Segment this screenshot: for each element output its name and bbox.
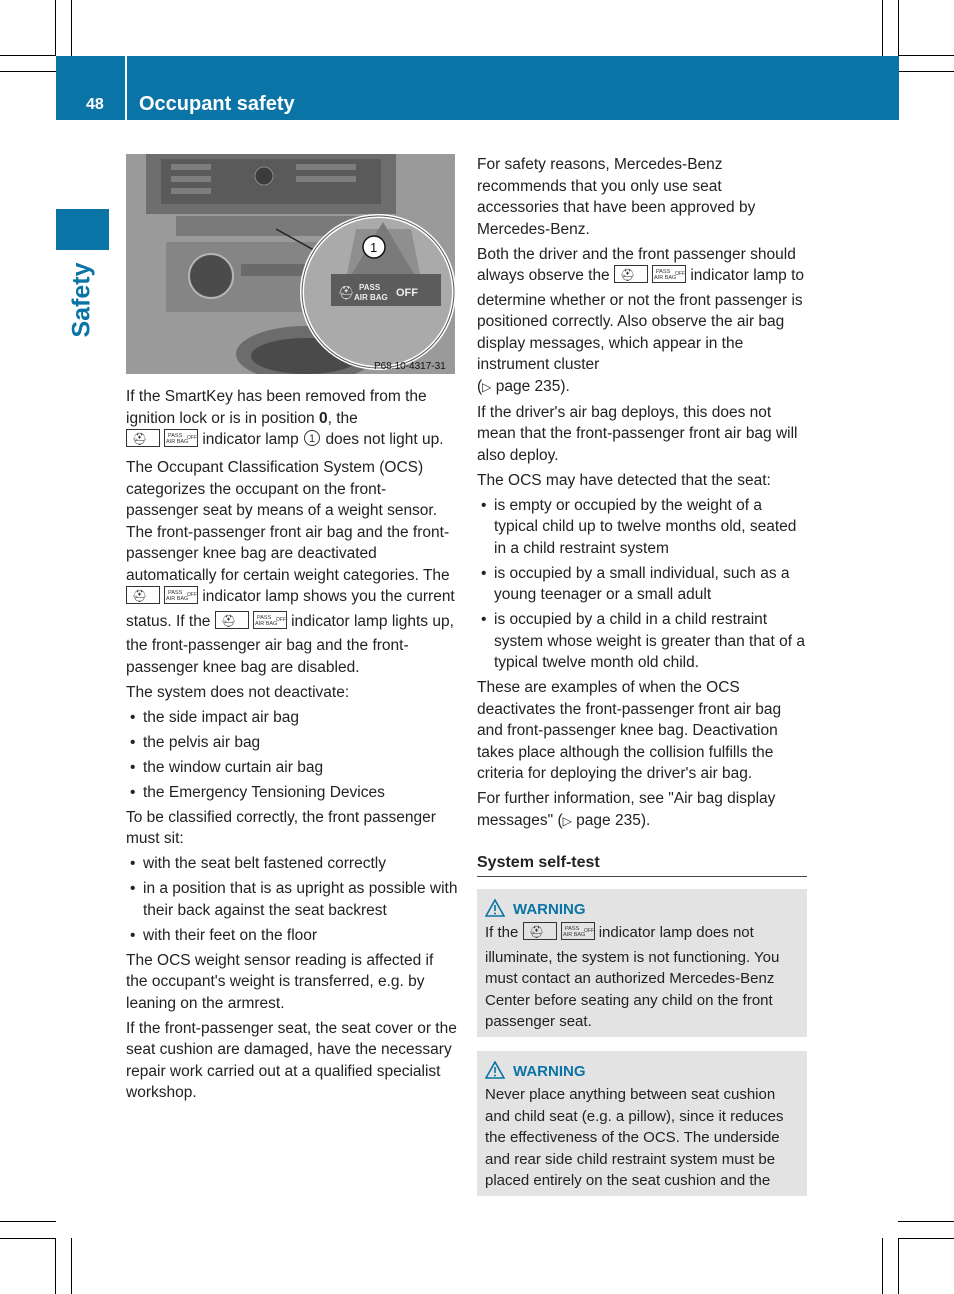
svg-text:OFF: OFF bbox=[187, 592, 197, 598]
passenger-airbag-off-icon bbox=[126, 429, 198, 454]
figure-off-text: OFF bbox=[396, 287, 418, 299]
svg-text:⛑: ⛑ bbox=[132, 432, 148, 446]
warning-title: WARNING bbox=[513, 1062, 586, 1080]
right-column bbox=[477, 154, 807, 1210]
side-chapter-label: Safety bbox=[67, 262, 96, 338]
text-span: If the SmartKey has been removed from the ignition lock or is in position bbox=[126, 388, 427, 427]
text-span: indicator lamp shows you the current status. If the bbox=[126, 588, 455, 630]
list-item: • the window curtain air bag bbox=[126, 757, 458, 779]
paragraph-classified: To be classified correctly, the front passenger must sit: bbox=[126, 808, 436, 847]
passenger-airbag-off-icon bbox=[126, 586, 198, 611]
side-tab-marker bbox=[56, 209, 109, 250]
dashboard-photo bbox=[126, 154, 455, 374]
list-item: • the side impact air bag bbox=[126, 707, 458, 729]
svg-text:OFF: OFF bbox=[275, 616, 286, 623]
svg-text:AIR BAG: AIR BAG bbox=[166, 596, 189, 602]
crop-mark bbox=[55, 0, 56, 56]
text-span: Both the driver and the front passenger should always observe the bbox=[477, 245, 796, 284]
list-item: • with the seat belt fastened correctly bbox=[126, 853, 458, 875]
passenger-airbag-off-icon bbox=[614, 265, 686, 290]
text-span: does not light up. bbox=[325, 431, 444, 448]
svg-text:AIR BAG: AIR BAG bbox=[166, 439, 189, 445]
warning-text: Never place anything between seat cushion and child seat (e.g. a pillow), since it reduces the effectiveness of the OCS. The underside and rear side child restraint system must be placed entirely on the seat cushion and the bbox=[485, 1086, 784, 1189]
figure-airbag-text: AIR BAG bbox=[354, 293, 388, 302]
svg-text:OFF: OFF bbox=[583, 928, 594, 934]
crop-mark bbox=[898, 1238, 954, 1239]
text-span: indicator lamp to determine whether or not the front passenger is positioned correctly. Also observe the air bag display messages, which appear in the instrument cluster bbox=[477, 267, 805, 373]
left-column bbox=[126, 154, 458, 1107]
passenger-airbag-off-icon bbox=[523, 922, 595, 947]
page-header bbox=[56, 56, 899, 120]
callout-1-icon bbox=[303, 429, 321, 454]
subheading-system-self-test: System self-test bbox=[477, 852, 807, 877]
crop-mark bbox=[898, 55, 954, 56]
svg-text:⛑: ⛑ bbox=[620, 268, 636, 282]
paragraph-accessories: For safety reasons, Mercedes-Benz recommends that you only use seat accessories that have been approved by Mercedes-Benz. bbox=[477, 156, 756, 238]
paragraph-ocs bbox=[126, 457, 458, 678]
paragraph-driver-airbag: If the driver's air bag deploys, this does not mean that the front-passenger front air bag will also deploy. bbox=[477, 403, 798, 464]
crop-mark bbox=[0, 1221, 56, 1222]
paragraph-weight-sensor: The OCS weight sensor reading is affected if the occupant's weight is transferred, e.g. by leaning on the armrest. bbox=[126, 951, 434, 1012]
paragraph-observe-lamp: Both the driver and the front passenger should always observe the ⛑ PASS AIR BAG OFF indicator lamp to determine whether or not the front passenger is positioned correctly. Also observe the air bag display messages, which appear in the instrument cluster (▷ page 235). bbox=[477, 245, 805, 395]
svg-text:⛑: ⛑ bbox=[220, 613, 236, 628]
crop-mark bbox=[882, 0, 883, 56]
list-item: • with their feet on the floor bbox=[126, 925, 458, 947]
svg-text:PASS: PASS bbox=[168, 433, 183, 439]
list-item: • in a position that is as upright as possible with their back against the seat backrest bbox=[126, 878, 458, 921]
svg-text:AIR BAG: AIR BAG bbox=[254, 620, 278, 627]
svg-text:⛑: ⛑ bbox=[528, 925, 544, 939]
text-span: If the bbox=[485, 924, 519, 941]
figure-code: P68.10-4317-31 bbox=[374, 361, 446, 372]
dashboard-illustration bbox=[126, 154, 455, 374]
warning-box bbox=[477, 1051, 807, 1196]
crop-mark bbox=[0, 71, 56, 72]
figure-callout-number: 1 bbox=[370, 240, 378, 255]
crop-mark bbox=[882, 1238, 883, 1294]
paragraph-smartkey bbox=[126, 386, 458, 454]
page-number: 48 bbox=[86, 96, 104, 113]
warning-title: WARNING bbox=[513, 900, 586, 918]
crop-mark bbox=[898, 1221, 954, 1222]
paragraph-not-deactivate: The system does not deactivate: bbox=[126, 683, 350, 701]
list-item: • the pelvis air bag bbox=[126, 732, 458, 754]
warning-heading bbox=[485, 1061, 799, 1083]
passenger-airbag-off-icon bbox=[215, 611, 287, 636]
text-span: , the bbox=[327, 409, 358, 427]
svg-text:1: 1 bbox=[309, 433, 316, 445]
not-deactivated-list bbox=[126, 707, 458, 804]
svg-text:⛑: ⛑ bbox=[338, 286, 355, 301]
text-span: The Occupant Classification System (OCS) categorizes the occupant on the front-passenger seat by means of a weight sensor. The front-passenger front air bag and the front-passenger knee bag are deactivated automatically for certain weight categories. The bbox=[126, 459, 450, 584]
header-divider bbox=[125, 56, 127, 120]
crop-mark bbox=[898, 71, 954, 72]
paragraph-further-info bbox=[477, 788, 807, 832]
warning-triangle-icon bbox=[485, 899, 505, 917]
list-item: • the Emergency Tensioning Devices bbox=[126, 782, 458, 804]
crop-mark bbox=[71, 1238, 72, 1294]
svg-text:AIR BAG: AIR BAG bbox=[654, 275, 677, 281]
svg-text:OFF: OFF bbox=[675, 271, 685, 277]
paragraph-ocs-detected: The OCS may have detected that the seat: bbox=[477, 471, 771, 489]
list-item: • is occupied by a child in a child restraint system whose weight is greater than that of a typical twelve month old child. bbox=[477, 609, 807, 674]
text-span: indicator lamp does not illuminate, the system is not functioning. You must contact an authorized Mercedes-Benz Center before seating any child on the front passenger seat. bbox=[485, 924, 780, 1030]
svg-text:OFF: OFF bbox=[187, 435, 197, 441]
page-reference-link[interactable]: page 235). bbox=[576, 811, 651, 829]
svg-text:PASS: PASS bbox=[656, 269, 671, 275]
page-reference-link[interactable]: page 235). bbox=[495, 377, 570, 395]
seat-detection-list bbox=[477, 495, 807, 674]
text-span: indicator lamp bbox=[202, 431, 299, 448]
crop-mark bbox=[0, 55, 56, 56]
position-zero: 0 bbox=[319, 409, 328, 427]
text-span: For further information, see "Air bag display messages" ( bbox=[477, 790, 776, 829]
warning-text bbox=[485, 922, 799, 1033]
page-ref-arrow-icon: ▷ bbox=[562, 813, 572, 828]
section-title: Occupant safety bbox=[139, 93, 295, 115]
crop-mark bbox=[898, 1238, 899, 1294]
paragraph-damage: If the front-passenger seat, the seat cover or the seat cushion are damaged, have the necessary repair work carried out at a qualified specialist workshop. bbox=[126, 1019, 457, 1101]
text-span: indicator lamp lights up, the front-passenger air bag and the front-passenger knee bag are disabled. bbox=[126, 612, 454, 676]
list-item: • is occupied by a small individual, such as a young teenager or a small adult bbox=[477, 563, 807, 606]
crop-mark bbox=[55, 1238, 56, 1294]
svg-text:PASS: PASS bbox=[564, 926, 579, 932]
list-item: • is empty or occupied by the weight of a typical child up to twelve months old, seated in a child restraint system bbox=[477, 495, 807, 560]
figure-pass-text: PASS bbox=[359, 283, 381, 292]
warning-triangle-icon bbox=[485, 1061, 505, 1079]
warning-box bbox=[477, 889, 807, 1037]
crop-mark bbox=[71, 0, 72, 56]
page-ref-arrow-icon: ▷ bbox=[482, 379, 492, 394]
sitting-requirements-list bbox=[126, 853, 458, 946]
crop-mark bbox=[0, 1238, 56, 1239]
paragraph-examples: These are examples of when the OCS deactivates the front-passenger front air bag and front-passenger knee bag. Deactivation takes place although the collision fulfills the criteria for deploying the driver's air bag. bbox=[477, 679, 782, 782]
crop-mark bbox=[898, 0, 899, 56]
svg-text:PASS: PASS bbox=[168, 590, 183, 596]
svg-text:⛑: ⛑ bbox=[132, 589, 148, 603]
svg-text:AIR BAG: AIR BAG bbox=[562, 932, 585, 938]
warning-heading bbox=[485, 899, 799, 921]
svg-text:PASS: PASS bbox=[256, 614, 272, 621]
